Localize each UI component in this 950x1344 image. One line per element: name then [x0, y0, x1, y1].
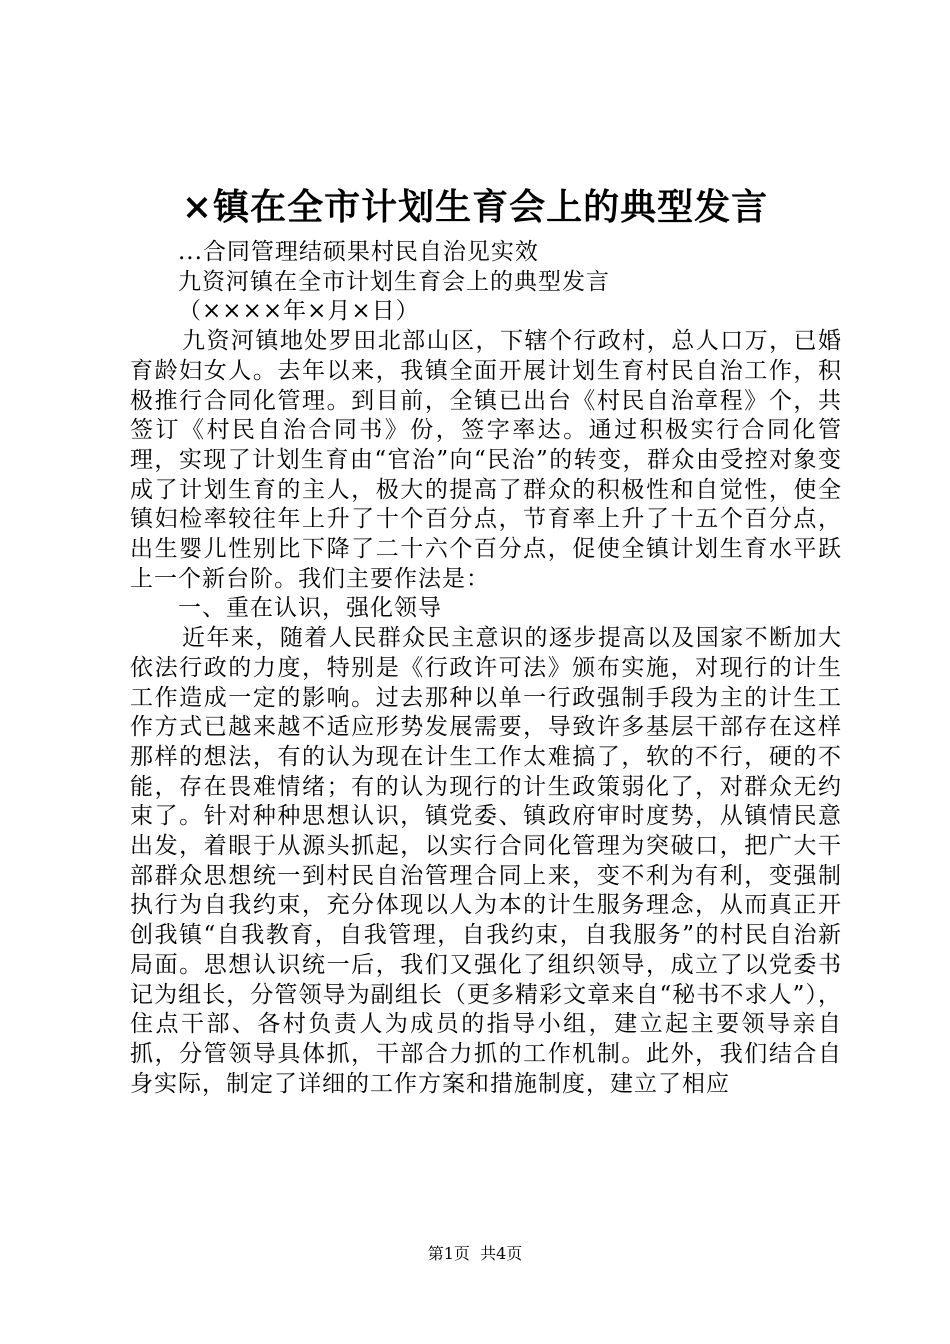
date-line: （××××年×月×日） — [178, 298, 420, 325]
document-body — [130, 238, 842, 1099]
paragraph-section-1: 近年来，随着人民群众民主意识的逐步提高以及国家不断加大依法行政的力度，特别是《行政许可法》颁布实施，对现行的计生工作造成一定的影响。过去那种以单一行政强制手段为主的计生工作方式已越来越不适应形势发展需要，导致许多基层干部存在这样那样的想法，有的认为现在计生工作太难搞了，软的不行，硬的不能，存在畏难情绪；有的认为现行的计生政策弱化了，对群众无约束了。针对种种思想认识，镇党委、镇政府审时度势，从镇情民意出发，着眼于从源头抓起，以实行合同化管理为突破口，把广大干部群众思想统一到村民自治管理合同上来，变不利为有利，变强制执行为自我约束，充分体现以人为本的计生服务理念，从而真正开创我镇“自我教育，自我管理，自我约束，自我服务”的村民自治新局面。思想认识统一后，我们又强化了组织领导，成立了以党委书记为组长，分管领导为副组长（更多精彩文章来自“秘书不求人”），住点干部、各村负责人为成员的指导小组，建立起主要领导亲自抓，分管领导具体抓，干部合力抓的工作机制。此外，我们结合自身实际，制定了详细的工作方案和措施制度，建立了相应 — [130, 625, 842, 1097]
page-number: 第1页 — [427, 1244, 470, 1263]
document-title: ×镇在全市计划生育会上的典型发言 — [181, 186, 769, 228]
page-total: 共4页 — [480, 1244, 523, 1263]
section-heading-1: 一、重在认识，强化领导 — [178, 595, 442, 622]
page-footer — [0, 1244, 950, 1264]
paragraph-intro: 九资河镇地处罗田北部山区，下辖个行政村，总人口万，已婚育龄妇女人。去年以来，我镇全面开展计划生育村民自治工作，积极推行合同化管理。到目前，全镇已出台《村民自治章程》个，共签订《村民自治合同书》份，签字率达。通过积极实行合同化管理，实现了计划生育由“官治”向“民治”的转变，群众由受控对象变成了计划生育的主人，极大的提高了群众的积极性和自觉性，使全镇妇检率较往年上升了十个百分点，节育率上升了十五个百分点，出生婴儿性别比下降了二十六个百分点，促使全镇计划生育水平跃上一个新台阶。我们主要作法是： — [130, 328, 842, 592]
speech-title-line: 九资河镇在全市计划生育会上的典型发言 — [178, 268, 610, 295]
subtitle-line: ...合同管理结硕果村民自治见实效 — [178, 239, 539, 265]
